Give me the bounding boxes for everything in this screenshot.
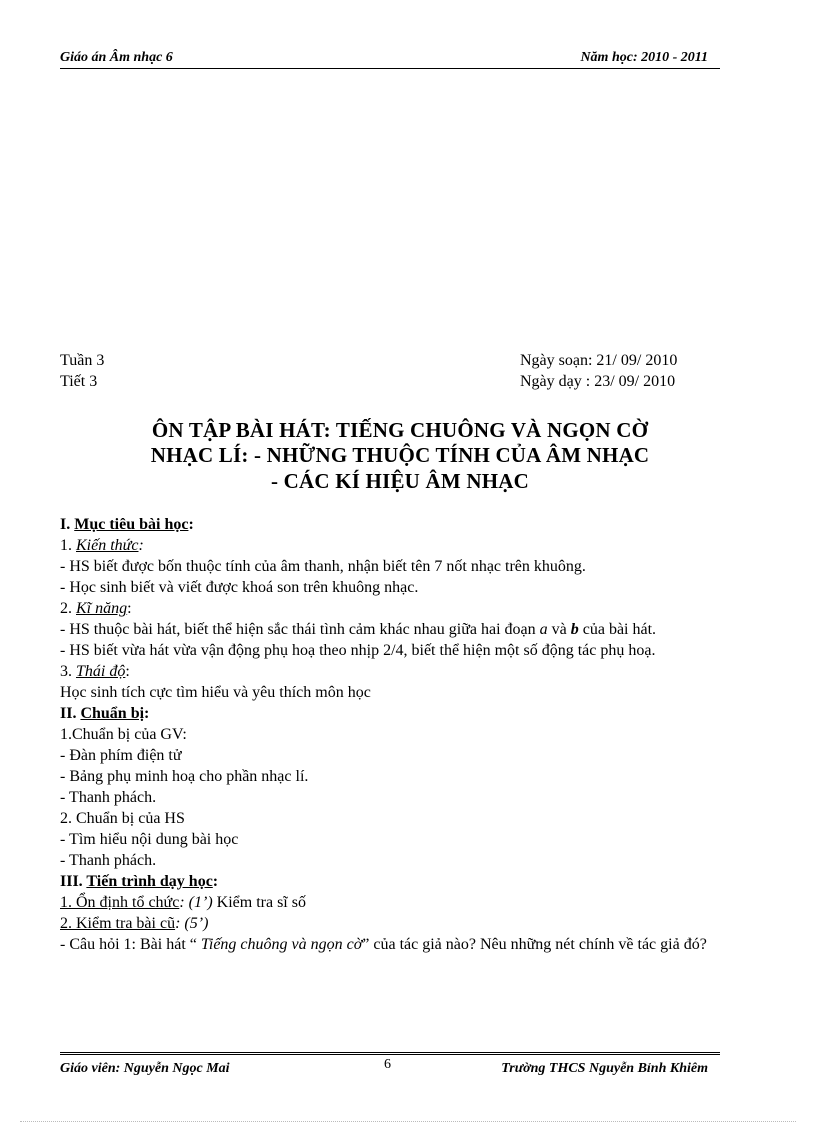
question-1: - Câu hỏi 1: Bài hát “ Tiếng chuông và ngọn cờ” của tác giả nào? Nêu những nét chính về tác giả đó? — [60, 936, 707, 953]
title-line-3: - CÁC KÍ HIỆU ÂM NHẠC — [271, 469, 529, 493]
meta-row-week — [60, 352, 720, 370]
section-2-heading: II. Chuẩn bị: — [60, 705, 150, 722]
skills-item-2: - HS biết vừa hát vừa vận động phụ hoạ theo nhịp 2/4, biết thể hiện một số động tác phụ hoạ. — [60, 642, 656, 659]
knowledge-item-1: - HS biết được bốn thuộc tính của âm thanh, nhận biết tên 7 nốt nhạc trên khuông. — [60, 558, 586, 575]
lesson-label: Tiết 3 — [60, 373, 98, 390]
page-number: 6 — [384, 1057, 391, 1072]
week-label: Tuần 3 — [60, 352, 105, 369]
page-edge-divider — [20, 1121, 796, 1122]
student-prep-item: - Thanh phách. — [60, 852, 157, 869]
student-prep-item: - Tìm hiểu nội dung bài học — [60, 831, 239, 848]
page-header — [60, 48, 720, 69]
title-line-1: ÔN TẬP BÀI HÁT: TIẾNG CHUÔNG VÀ NGỌN CỜ — [151, 418, 649, 442]
footer-school: Trường THCS Nguyễn Bỉnh Khiêm — [501, 1061, 708, 1076]
teacher-prep-heading: 1.Chuẩn bị của GV: — [60, 726, 187, 743]
section-3-heading: III. Tiến trình dạy học: — [60, 873, 219, 890]
knowledge-heading: 1. Kiến thức: — [60, 537, 144, 554]
student-prep-heading: 2. Chuẩn bị của HS — [60, 810, 185, 827]
title-line-2: NHẠC LÍ: - NHỮNG THUỘC TÍNH CỦA ÂM NHẠC — [150, 443, 650, 467]
step-2: 2. Kiểm tra bài cũ: (5’) — [60, 915, 209, 932]
document-body — [60, 514, 720, 955]
attitude-heading: 3. Thái độ: — [60, 663, 130, 680]
teacher-prep-item: - Thanh phách. — [60, 789, 157, 806]
section-1-heading: I. Mục tiêu bài học: — [60, 516, 194, 533]
teacher-prep-item: - Bảng phụ minh hoạ cho phần nhạc lí. — [60, 768, 309, 785]
header-subject: Giáo án Âm nhạc 6 — [60, 50, 173, 65]
header-school-year: Năm học: 2010 - 2011 — [580, 50, 708, 65]
knowledge-item-2: - Học sinh biết và viết được khoá son trên khuông nhạc. — [60, 579, 419, 596]
page-footer — [60, 1052, 720, 1079]
skills-item-1: - HS thuộc bài hát, biết thể hiện sắc thái tình cảm khác nhau giữa hai đoạn a và b của bài hát. — [60, 621, 657, 638]
meta-row-lesson — [60, 373, 720, 391]
attitude-item: Học sinh tích cực tìm hiểu và yêu thích môn học — [60, 684, 371, 701]
step-1: 1. Ổn định tổ chức: (1’) Kiểm tra sĩ số — [60, 894, 306, 911]
teacher-prep-item: - Đàn phím điện tử — [60, 747, 182, 764]
footer-teacher: Giáo viên: Nguyễn Ngọc Mai — [60, 1061, 230, 1076]
prepared-date: Ngày soạn: 21/ 09/ 2010 — [520, 352, 678, 369]
skills-heading: 2. Kĩ năng: — [60, 600, 132, 617]
taught-date: Ngày dạy : 23/ 09/ 2010 — [520, 373, 676, 390]
